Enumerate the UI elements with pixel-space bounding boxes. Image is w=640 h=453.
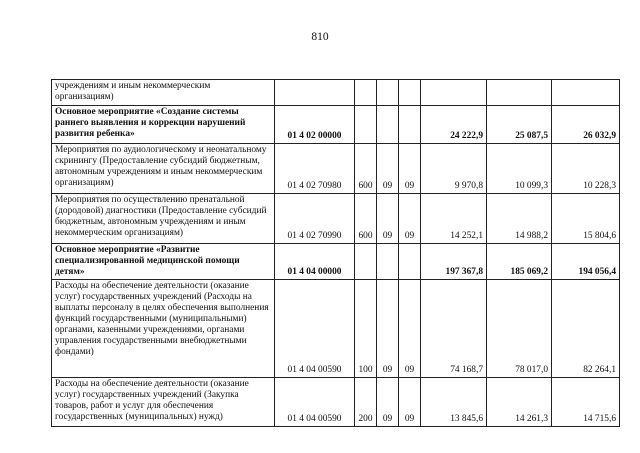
row-description: Мероприятия по аудиологическому и неонатальному скринингу (Предоставление субсидий бюджетным, автономным учреждениям и иным некоммерческим организациям) xyxy=(52,144,275,194)
expense-type xyxy=(355,244,377,280)
amount-year-2: 14 261,3 xyxy=(487,378,552,427)
row-description: Расходы на обеспечение деятельности (оказание услуг) государственных учреждений (Закупка товаров, работ и услуг для обеспечения государственных (муниципальных) нужд) xyxy=(52,378,275,427)
amount-year-3: 82 264,1 xyxy=(552,280,620,378)
table-row xyxy=(52,106,620,144)
table-row xyxy=(52,80,620,106)
section-code: 09 xyxy=(377,280,399,378)
amount-year-1: 13 845,6 xyxy=(421,378,487,427)
expense-type: 600 xyxy=(355,144,377,194)
page-number: 810 xyxy=(311,31,329,43)
amount-year-2 xyxy=(487,80,552,106)
budget-table xyxy=(51,79,620,427)
target-code: 01 4 02 70990 xyxy=(275,194,355,244)
subsection-code: 09 xyxy=(399,144,421,194)
amount-year-1: 24 222,9 xyxy=(421,106,487,144)
expense-type xyxy=(355,106,377,144)
target-code xyxy=(275,80,355,106)
expense-type: 100 xyxy=(355,280,377,378)
amount-year-3: 194 056,4 xyxy=(552,244,620,280)
target-code: 01 4 04 00590 xyxy=(275,378,355,427)
target-code: 01 4 04 00000 xyxy=(275,244,355,280)
table-row xyxy=(52,378,620,427)
subsection-code: 09 xyxy=(399,194,421,244)
target-code: 01 4 02 70980 xyxy=(275,144,355,194)
section-code xyxy=(377,80,399,106)
row-description: Основное мероприятие «Создание системы раннего выявления и коррекции нарушений развития ребенка» xyxy=(52,106,275,144)
table-row xyxy=(52,280,620,378)
amount-year-2: 78 017,0 xyxy=(487,280,552,378)
section-code xyxy=(377,106,399,144)
section-code: 09 xyxy=(377,144,399,194)
subsection-code xyxy=(399,106,421,144)
section-code xyxy=(377,244,399,280)
amount-year-3: 15 804,6 xyxy=(552,194,620,244)
subsection-code xyxy=(399,80,421,106)
amount-year-3: 14 715,6 xyxy=(552,378,620,427)
subsection-code: 09 xyxy=(399,378,421,427)
table-row xyxy=(52,244,620,280)
amount-year-2: 14 988,2 xyxy=(487,194,552,244)
row-description: Основное мероприятие «Развитие специализированной медицинской помощи детям» xyxy=(52,244,275,280)
amount-year-1 xyxy=(421,80,487,106)
amount-year-2: 25 087,5 xyxy=(487,106,552,144)
section-code: 09 xyxy=(377,194,399,244)
expense-type xyxy=(355,80,377,106)
subsection-code: 09 xyxy=(399,280,421,378)
subsection-code xyxy=(399,244,421,280)
amount-year-3 xyxy=(552,80,620,106)
expense-type: 600 xyxy=(355,194,377,244)
amount-year-2: 185 069,2 xyxy=(487,244,552,280)
table-row xyxy=(52,144,620,194)
section-code: 09 xyxy=(377,378,399,427)
target-code: 01 4 02 00000 xyxy=(275,106,355,144)
row-description: Расходы на обеспечение деятельности (оказание услуг) государственных учреждений (Расходы на выплаты персоналу в целях обеспечения выполнения функций государственными (муниципальными) органами, казенными учреждениями, органами управления государственными внебюджетными фондами) xyxy=(52,280,275,378)
amount-year-1: 74 168,7 xyxy=(421,280,487,378)
amount-year-3: 26 032,9 xyxy=(552,106,620,144)
amount-year-1: 197 367,8 xyxy=(421,244,487,280)
amount-year-1: 9 970,8 xyxy=(421,144,487,194)
expense-type: 200 xyxy=(355,378,377,427)
amount-year-3: 10 228,3 xyxy=(552,144,620,194)
amount-year-1: 14 252,1 xyxy=(421,194,487,244)
target-code: 01 4 04 00590 xyxy=(275,280,355,378)
amount-year-2: 10 099,3 xyxy=(487,144,552,194)
row-description: учреждениям и иным некоммерческим организациям) xyxy=(52,80,275,106)
row-description: Мероприятия по осуществлению пренатальной (дородовой) диагностики (Предоставление субсидий бюджетным, автономным учреждениям и иным некоммерческим организациям) xyxy=(52,194,275,244)
table-row xyxy=(52,194,620,244)
